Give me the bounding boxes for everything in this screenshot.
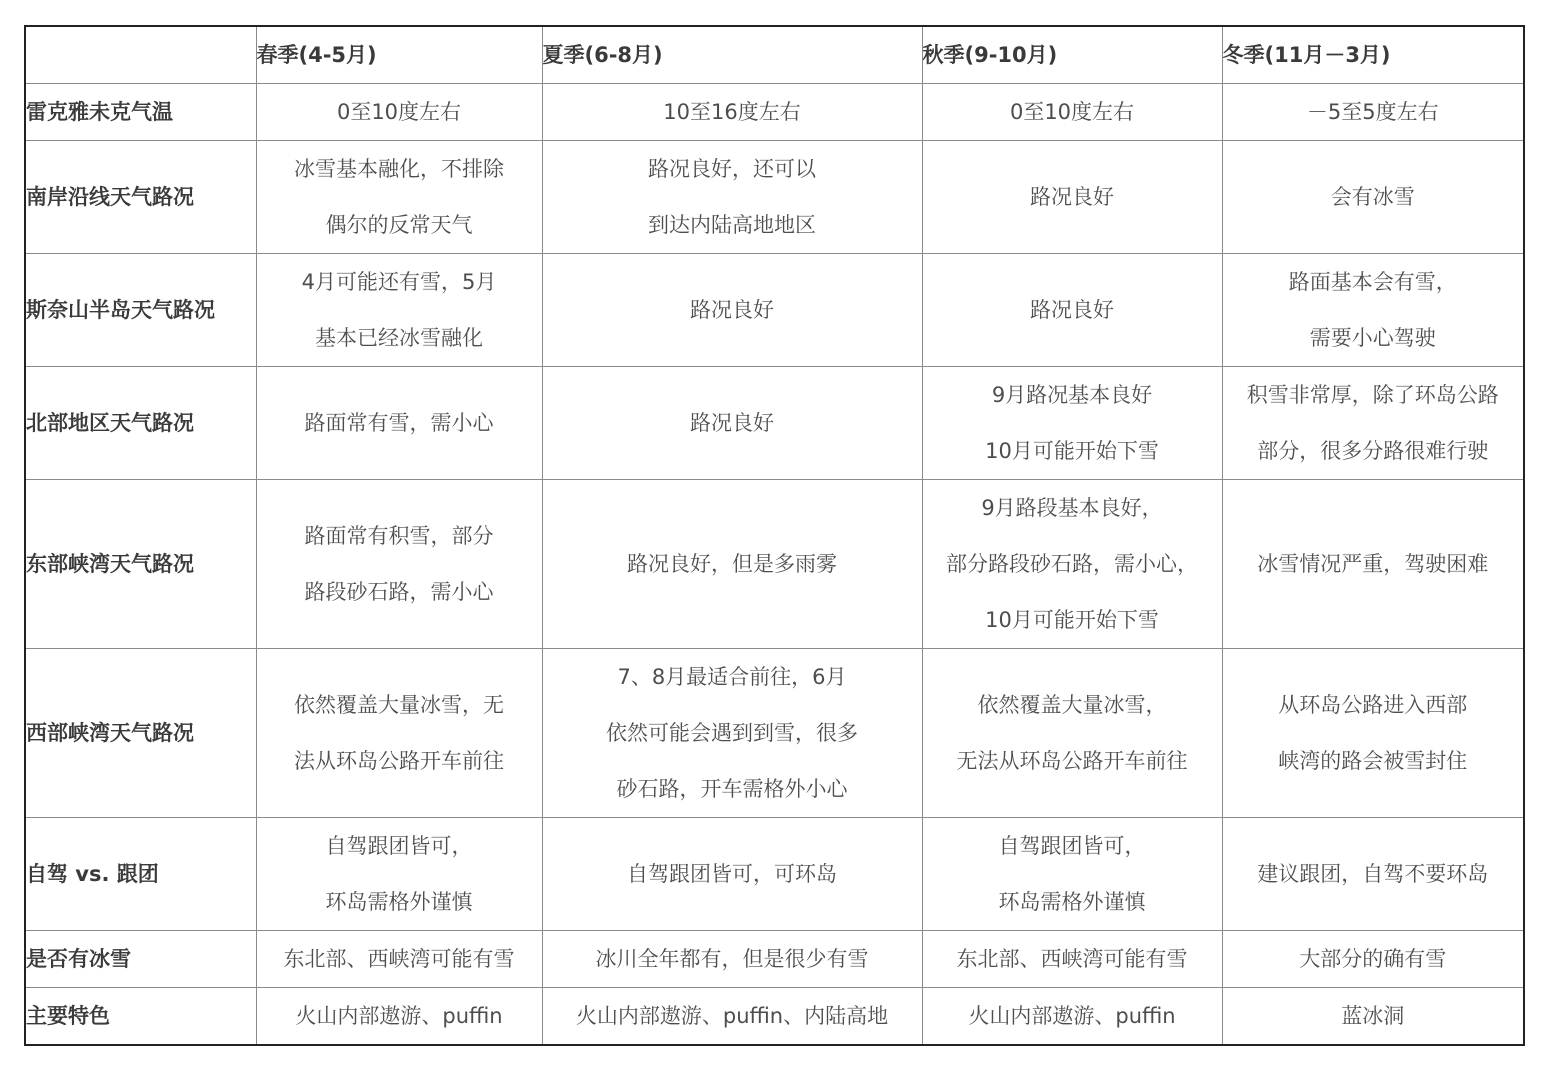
table-cell-autumn bbox=[922, 931, 1222, 988]
table-cell-autumn bbox=[922, 649, 1222, 818]
table-cell-spring bbox=[256, 141, 542, 254]
cell-text-line: 依然覆盖大量冰雪， bbox=[977, 693, 1167, 717]
cell-text-line: 冰川全年都有，但是很少有雪 bbox=[595, 947, 869, 971]
cell-text-line: 路况良好 bbox=[1030, 185, 1114, 209]
cell-text-line: 无法从环岛公路开车前往 bbox=[956, 749, 1188, 773]
table-cell-spring bbox=[256, 480, 542, 649]
row-header: 主要特色 bbox=[25, 988, 256, 1046]
cell-text-line: 会有冰雪 bbox=[1330, 185, 1415, 209]
table-row bbox=[25, 931, 1524, 988]
table-row bbox=[25, 254, 1524, 367]
cell-text-line: 火山内部遨游、puffin bbox=[295, 1004, 503, 1028]
cell-text-line: 环岛需格外谨慎 bbox=[325, 890, 473, 914]
cell-text-line: 路面常有积雪，部分 bbox=[304, 524, 494, 548]
cell-text-line: 路况良好，但是多雨雾 bbox=[627, 552, 837, 576]
table-cell-summer bbox=[542, 480, 922, 649]
table-cell-winter bbox=[1222, 931, 1524, 988]
table-cell-spring bbox=[256, 931, 542, 988]
table-row bbox=[25, 988, 1524, 1046]
cell-text-line: 路况良好 bbox=[690, 411, 774, 435]
cell-text-line: 4月可能还有雪，5月 bbox=[301, 270, 497, 294]
column-header-summer: 夏季(6-8月) bbox=[542, 26, 922, 84]
column-header-spring: 春季(4-5月) bbox=[256, 26, 542, 84]
table-row bbox=[25, 141, 1524, 254]
table-cell-summer bbox=[542, 141, 922, 254]
table-header-row bbox=[25, 26, 1524, 84]
season-comparison-table bbox=[24, 25, 1525, 1046]
cell-text-line: 10月可能开始下雪 bbox=[985, 439, 1159, 463]
cell-text-line: 法从环岛公路开车前往 bbox=[294, 749, 504, 773]
cell-text-line: 部分，很多分路很难行驶 bbox=[1257, 439, 1489, 463]
table-cell-summer bbox=[542, 818, 922, 931]
table-cell-winter bbox=[1222, 818, 1524, 931]
cell-text-line: 路面常有雪，需小心 bbox=[304, 411, 494, 435]
cell-text-line: 需要小心驾驶 bbox=[1309, 326, 1436, 350]
table-cell-autumn bbox=[922, 818, 1222, 931]
table-cell-spring bbox=[256, 367, 542, 480]
cell-text-line: 峡湾的路会被雪封住 bbox=[1278, 749, 1468, 773]
cell-text-line: 7、8月最适合前往，6月 bbox=[617, 665, 847, 689]
cell-text-line: 火山内部遨游、puffin、内陆高地 bbox=[575, 1004, 889, 1028]
cell-text-line: 9月路况基本良好 bbox=[991, 383, 1153, 407]
table-cell-winter bbox=[1222, 988, 1524, 1046]
table-cell-autumn bbox=[922, 84, 1222, 141]
cell-text-line: 火山内部遨游、puffin bbox=[968, 1004, 1176, 1028]
row-header: 斯奈山半岛天气路况 bbox=[25, 254, 256, 367]
cell-text-line: 路面基本会有雪， bbox=[1288, 270, 1457, 294]
cell-text-line: 路况良好 bbox=[1030, 298, 1114, 322]
cell-text-line: 冰雪情况严重，驾驶困难 bbox=[1257, 552, 1489, 576]
cell-text-line: 到达内陆高地地区 bbox=[648, 213, 816, 237]
table-cell-winter bbox=[1222, 480, 1524, 649]
row-header: 雷克雅未克气温 bbox=[25, 84, 256, 141]
cell-text-line: 0至10度左右 bbox=[336, 100, 462, 124]
cell-text-line: 从环岛公路进入西部 bbox=[1278, 693, 1468, 717]
row-header: 南岸沿线天气路况 bbox=[25, 141, 256, 254]
cell-text-line: 10月可能开始下雪 bbox=[985, 608, 1159, 632]
table-cell-winter bbox=[1222, 84, 1524, 141]
cell-text-line: 0至10度左右 bbox=[1009, 100, 1135, 124]
table-cell-winter bbox=[1222, 141, 1524, 254]
row-header: 西部峡湾天气路况 bbox=[25, 649, 256, 818]
table-cell-spring bbox=[256, 649, 542, 818]
table-cell-summer bbox=[542, 649, 922, 818]
row-header: 是否有冰雪 bbox=[25, 931, 256, 988]
table-cell-summer bbox=[542, 254, 922, 367]
cell-text-line: 东北部、西峡湾可能有雪 bbox=[956, 947, 1188, 971]
table-cell-winter bbox=[1222, 649, 1524, 818]
table-cell-winter bbox=[1222, 367, 1524, 480]
table-cell-summer bbox=[542, 84, 922, 141]
table-cell-summer bbox=[542, 367, 922, 480]
cell-text-line: 基本已经冰雪融化 bbox=[315, 326, 483, 350]
cell-text-line: 蓝冰洞 bbox=[1341, 1004, 1405, 1028]
cell-text-line: 大部分的确有雪 bbox=[1299, 947, 1447, 971]
corner-cell bbox=[25, 26, 256, 84]
table-cell-autumn bbox=[922, 367, 1222, 480]
table-row bbox=[25, 367, 1524, 480]
table-cell-spring bbox=[256, 84, 542, 141]
cell-text-line: 路况良好，还可以 bbox=[648, 157, 816, 181]
cell-text-line: 依然可能会遇到到雪，很多 bbox=[606, 721, 858, 745]
cell-text-line: 路段砂石路，需小心 bbox=[304, 580, 494, 604]
table-cell-autumn bbox=[922, 254, 1222, 367]
table-row bbox=[25, 649, 1524, 818]
table-cell-spring bbox=[256, 988, 542, 1046]
cell-text-line: 部分路段砂石路，需小心， bbox=[946, 552, 1198, 576]
cell-text-line: 10至16度左右 bbox=[663, 100, 801, 124]
row-header: 东部峡湾天气路况 bbox=[25, 480, 256, 649]
cell-text-line: 自驾跟团皆可，可环岛 bbox=[627, 862, 837, 886]
row-header: 北部地区天气路况 bbox=[25, 367, 256, 480]
column-header-winter: 冬季(11月－3月) bbox=[1222, 26, 1524, 84]
cell-text-line: 东北部、西峡湾可能有雪 bbox=[283, 947, 515, 971]
cell-text-line: 建议跟团，自驾不要环岛 bbox=[1257, 862, 1489, 886]
cell-text-line: 路况良好 bbox=[690, 298, 774, 322]
table-cell-autumn bbox=[922, 480, 1222, 649]
table-cell-spring bbox=[256, 254, 542, 367]
cell-text-line: 9月路段基本良好， bbox=[981, 496, 1163, 520]
cell-text-line: 环岛需格外谨慎 bbox=[998, 890, 1146, 914]
table-row bbox=[25, 818, 1524, 931]
cell-text-line: 偶尔的反常天气 bbox=[325, 213, 473, 237]
table-row bbox=[25, 480, 1524, 649]
table-cell-autumn bbox=[922, 988, 1222, 1046]
column-header-autumn: 秋季(9-10月) bbox=[922, 26, 1222, 84]
cell-text-line: 自驾跟团皆可， bbox=[998, 834, 1146, 858]
table-cell-winter bbox=[1222, 254, 1524, 367]
cell-text-line: 冰雪基本融化，不排除 bbox=[294, 157, 504, 181]
table-row bbox=[25, 84, 1524, 141]
table-cell-spring bbox=[256, 818, 542, 931]
row-header: 自驾 vs. 跟团 bbox=[25, 818, 256, 931]
cell-text-line: 自驾跟团皆可， bbox=[325, 834, 473, 858]
cell-text-line: 依然覆盖大量冰雪，无 bbox=[294, 693, 504, 717]
table-cell-summer bbox=[542, 931, 922, 988]
cell-text-line: －5至5度左右 bbox=[1306, 100, 1439, 124]
cell-text-line: 砂石路，开车需格外小心 bbox=[616, 777, 848, 801]
cell-text-line: 积雪非常厚，除了环岛公路 bbox=[1246, 383, 1499, 407]
table-cell-summer bbox=[542, 988, 922, 1046]
table-cell-autumn bbox=[922, 141, 1222, 254]
